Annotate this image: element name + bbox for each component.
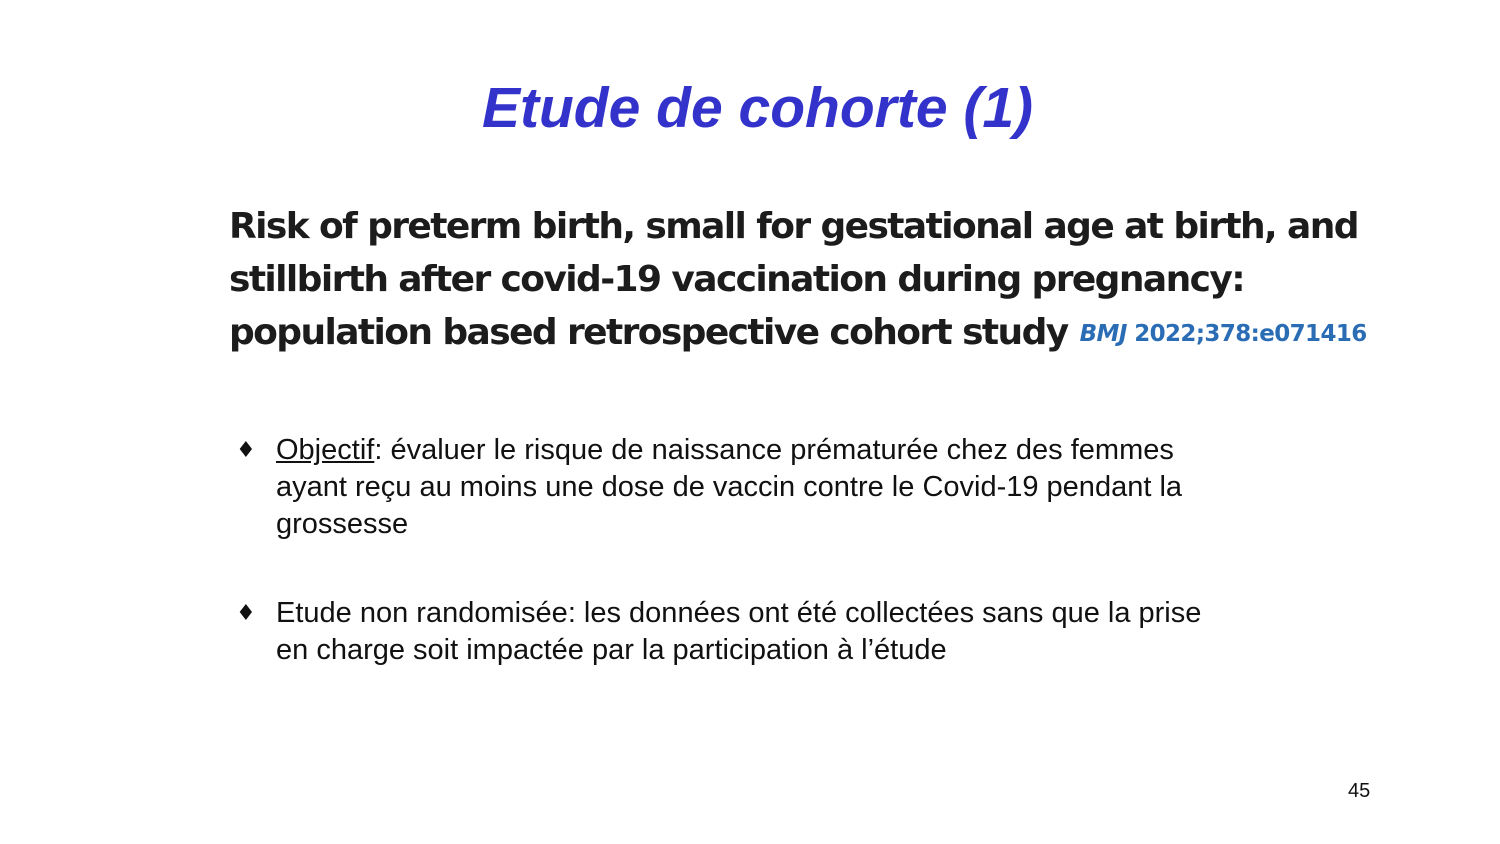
bullet-item-study-design <box>236 595 1216 669</box>
paper-reference-image <box>229 200 1367 361</box>
bullet-text-study-design: Etude non randomisée: les données ont été collectées sans que la prise en charge soit impactée par la participation à l’étude <box>276 597 1202 666</box>
paper-title-line-1: Risk of preterm birth, small for gestational age at birth, and <box>229 206 1358 247</box>
bullet-label-objective: Objectif <box>276 434 375 466</box>
diamond-bullet-icon: ♦ <box>236 601 256 626</box>
citation <box>1080 321 1367 347</box>
bullet-item-objective <box>236 432 1216 543</box>
diamond-bullet-icon: ♦ <box>236 438 256 463</box>
bullet-list <box>236 432 1216 669</box>
paper-title-line-2: stillbirth after covid-19 vaccination during pregnancy: <box>229 259 1245 300</box>
bullet-text-objective: : évaluer le risque de naissance prématurée chez des femmes ayant reçu au moins une dose de vaccin contre le Covid-19 pendant la grossesse <box>276 434 1183 540</box>
journal-reference: 2022;378:e071416 <box>1134 321 1367 347</box>
journal-name: BMJ <box>1079 321 1127 347</box>
slide-title: Etude de cohorte (1) <box>481 76 1034 140</box>
paper-title-line-3-text: population based retrospective cohort study <box>229 312 1068 353</box>
page-number: 45 <box>1348 780 1371 802</box>
paper-title-line-3 <box>229 306 1367 361</box>
